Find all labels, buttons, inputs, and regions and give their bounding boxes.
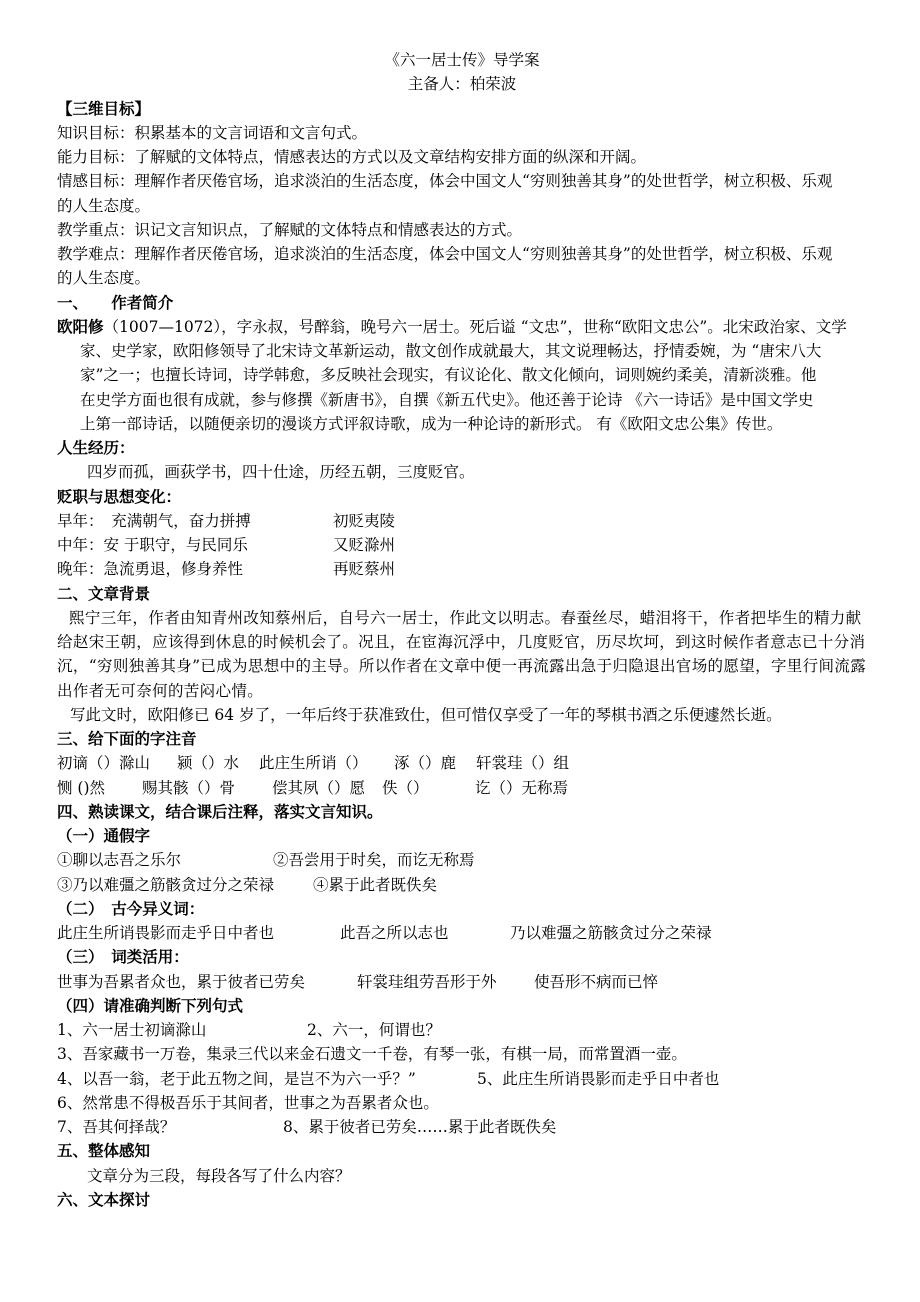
teaching-difficulty: 教学难点：理解作者厌倦官场，追求淡泊的生活态度，体会中国文人“穷则独善其身”的处世哲学，树立积极、乐观 bbox=[57, 245, 833, 263]
pinyin-item: 涿（）鹿 bbox=[394, 754, 457, 773]
goal-ability: 能力目标：了解赋的文体特点，情感表达的方式以及文章结构安排方面的纵深和开阔。 bbox=[57, 148, 647, 166]
change-event: 又贬滁州 bbox=[333, 536, 396, 554]
sub-heading-jushi: （四）请准确判断下列句式 bbox=[57, 996, 244, 1015]
gujin-item: 乃以难彊之筋骸贪过分之荣禄 bbox=[510, 924, 712, 942]
goal-knowledge: 知识目标：积累基本的文言词语和文言句式。 bbox=[57, 123, 368, 142]
sub-heading-cilei: （三） 词类活用： bbox=[57, 948, 189, 967]
tongjia-item: ②吾尝用于时矣，而讫无称焉 bbox=[273, 851, 475, 870]
author-name: 欧阳修 bbox=[57, 317, 104, 336]
document-body bbox=[57, 48, 867, 1212]
section5-heading: 五、整体感知 bbox=[57, 1142, 151, 1161]
sentence-item: 4、以吾一翁，老于此五物之间，是岂不为六一乎？” bbox=[57, 1069, 416, 1088]
sentence-item: 2、六一，何谓也？ bbox=[307, 1021, 441, 1039]
section3-heading: 三、给下面的字注音 bbox=[57, 730, 197, 748]
gujin-item: 此吾之所以志也 bbox=[340, 924, 449, 942]
change-event: 初贬夷陵 bbox=[333, 511, 396, 530]
change-stage: 晚年：急流勇退，修身养性 bbox=[57, 560, 244, 579]
pinyin-item: 轩裳珪（）组 bbox=[476, 754, 570, 773]
sentence-item: 6、然常患不得极吾乐于其间者，世事之为吾累者众也。 bbox=[57, 1093, 439, 1112]
sentence-item: 7、吾其何择哉？ bbox=[57, 1118, 176, 1136]
bio-line: 家”之一；也擅长诗词，诗学韩愈，多反映社会现实，有议论化、散文化倾向，词则婉约柔美，清新淡雅。他 bbox=[80, 366, 817, 385]
change-event: 再贬蔡州 bbox=[333, 560, 396, 579]
sub-heading-gujin: （二） 古今异义词： bbox=[57, 899, 205, 918]
teaching-focus: 教学重点：识记文言知识点，了解赋的文体特点和情感表达的方式。 bbox=[57, 220, 523, 239]
gujin-item: 此庄生所诮畏影而走乎日中者也 bbox=[57, 924, 275, 942]
teaching-difficulty-cont: 的人生态度。 bbox=[57, 269, 151, 288]
life-text: 四岁而孤，画荻学书，四十仕途，历经五朝，三度贬官。 bbox=[87, 463, 475, 482]
bio-line: 在史学方面也很有成就，参与修撰《新唐书》，自撰《新五代史》。他还善于论诗 《六一诗话》是中国文学史 bbox=[80, 390, 814, 409]
pinyin-item: 初谪（）滁山 bbox=[57, 754, 151, 773]
bio-line: 家、史学家，欧阳修领导了北宋诗文革新运动，散文创作成就最大，其文说理畅达，抒情委婉，为 “唐宋八大 bbox=[80, 342, 822, 360]
cilei-item: 世事为吾累者众也，累于彼者已劳矣 bbox=[57, 972, 306, 991]
pinyin-item: 赐其骸（）骨 bbox=[142, 778, 236, 797]
background-paragraph-2: 写此文时，欧阳修已 64 岁了，一年后终于获准致仕，但可惜仅享受了一年的琴棋书酒之乐便遽然长逝。 bbox=[70, 705, 782, 724]
section4-heading: 四、熟读课文，结合课后注释，落实文言知识。 bbox=[57, 802, 383, 821]
tongjia-item: ①聊以志吾之乐尔 bbox=[57, 851, 182, 870]
cilei-item: 轩裳珪组劳吾形于外 bbox=[357, 972, 497, 991]
sentence-item: 5、此庄生所诮畏影而走乎日中者也 bbox=[477, 1069, 720, 1088]
pinyin-item: 讫（）无称焉 bbox=[475, 778, 569, 797]
tongjia-item: ③乃以难彊之筋骸贪过分之荣禄 bbox=[57, 875, 275, 894]
change-stage: 中年：安 于职守，与民同乐 bbox=[57, 536, 248, 554]
goal-emotion: 情感目标：理解作者厌倦官场，追求淡泊的生活态度，体会中国文人“穷则独善其身”的处世哲学，树立积极、乐观 bbox=[57, 172, 833, 191]
bio-line: （1007—1072），字永叔，号醉翁，晚号六一居士。死后谥 “文忠”，世称“欧阳文忠公”。北宋政治家、文学 bbox=[103, 317, 847, 336]
pinyin-item: 恻 ()然 bbox=[57, 778, 106, 797]
sub-heading-tongjia: （一）通假字 bbox=[57, 827, 151, 845]
bio-line: 上第一部诗话，以随便亲切的漫谈方式评叙诗歌，成为一种论诗的新形式。 有《欧阳文忠公集》传世。 bbox=[80, 414, 783, 433]
doc-author: 主备人：柏荣波 bbox=[407, 75, 517, 94]
pinyin-item: 此庄生所诮（） bbox=[259, 754, 368, 773]
change-stage: 早年： 充满朝气，奋力拼搏 bbox=[57, 511, 251, 530]
pinyin-item: 颍（）水 bbox=[177, 754, 240, 773]
background-paragraph: 熙宁三年，作者由知青州改知蔡州后，自号六一居士，作此文以明志。春蚕丝尽，蜡泪将干，作者把毕生的精力献给赵宋王朝，应该得到休息的时候机会了。况且，在宦海沉浮中，几度贬官，历尽坎坷，到这时候作者意志已十分消沉，“穷则独善其身”已成为思想中的主导。所以作者在文章中便一再流露出急于归隐退出官场的愿望，字里行间流露出作者无可奈何的苦闷心情。 bbox=[57, 608, 867, 700]
section2-heading: 二、文章背景 bbox=[57, 584, 151, 603]
doc-title: 《六一居士传》导学案 bbox=[384, 51, 540, 69]
section1-heading: 一、 作者简介 bbox=[57, 293, 174, 312]
tongjia-item: ④累于此者既佚矣 bbox=[313, 875, 438, 894]
section6-heading: 六、文本探讨 bbox=[57, 1190, 151, 1209]
goal-emotion-cont: 的人生态度。 bbox=[57, 196, 151, 215]
life-heading: 人生经历： bbox=[57, 439, 135, 457]
sentence-item: 8、累于彼者已劳矣……累于此者既佚矣 bbox=[283, 1118, 557, 1136]
sentence-item: 1、六一居士初谪滁山 bbox=[57, 1021, 207, 1039]
cilei-item: 使吾形不病而已悴 bbox=[534, 972, 659, 991]
pinyin-item: 佚（） bbox=[382, 778, 429, 797]
goals-heading: 【三维目标】 bbox=[57, 99, 151, 118]
section5-question: 文章分为三段，每段各写了什么内容？ bbox=[87, 1166, 351, 1185]
change-heading: 贬职与思想变化： bbox=[57, 487, 182, 506]
sentence-item: 3、吾家藏书一万卷，集录三代以来金石遗文一千卷，有琴一张，有棋一局，而常置酒一壶。 bbox=[57, 1045, 687, 1064]
pinyin-item: 偿其夙（）愿 bbox=[272, 778, 366, 797]
